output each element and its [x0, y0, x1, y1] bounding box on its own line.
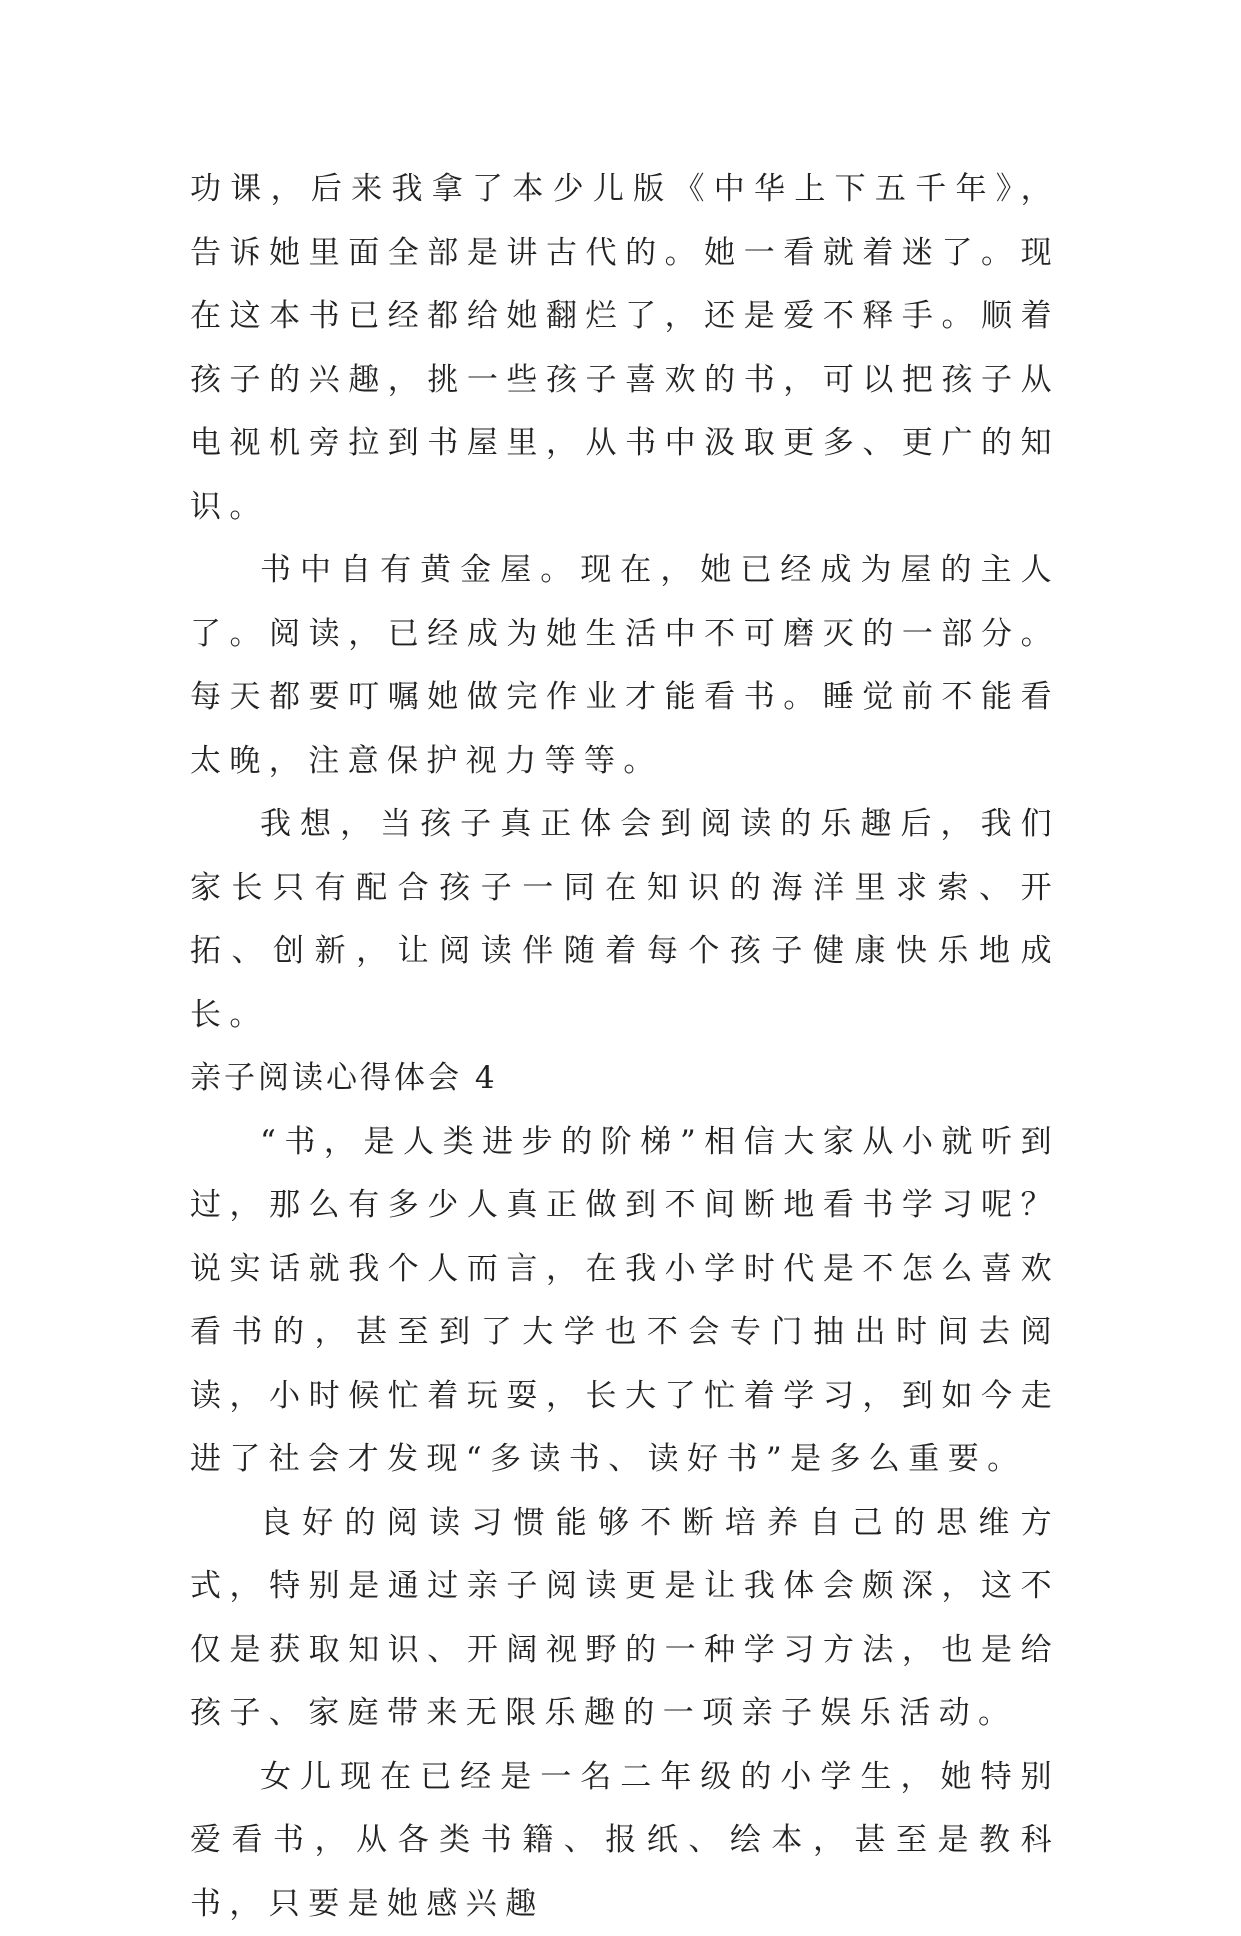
paragraph: 女儿现在已经是一名二年级的小学生，她特别爱看书，从各类书籍、报纸、绘本，甚至是教科书，只要是她感兴趣: [190, 1746, 1060, 1936]
paragraph: 功课，后来我拿了本少儿版《中华上下五千年》，告诉她里面全部是讲古代的。她一看就着迷了。现在这本书已经都给她翻烂了，还是爱不释手。顺着孩子的兴趣，挑一些孩子喜欢的书，可以把孩子从电视机旁拉到书屋里，从书中汲取更多、更广的知识。: [190, 158, 1060, 539]
section-heading: 亲子阅读心得体会 4: [190, 1047, 1060, 1111]
paragraph: 良好的阅读习惯能够不断培养自己的思维方式，特别是通过亲子阅读更是让我体会颇深，这不仅是获取知识、开阔视野的一种学习方法，也是给孩子、家庭带来无限乐趣的一项亲子娱乐活动。: [190, 1492, 1060, 1746]
paragraph: “书，是人类进步的阶梯”相信大家从小就听到过，那么有多少人真正做到不间断地看书学习呢？说实话就我个人而言，在我小学时代是不怎么喜欢看书的，甚至到了大学也不会专门抽出时间去阅读，小时候忙着玩耍，长大了忙着学习，到如今走进了社会才发现“多读书、读好书”是多么重要。: [190, 1111, 1060, 1492]
paragraph: 书中自有黄金屋。现在，她已经成为屋的主人了。阅读，已经成为她生活中不可磨灭的一部分。每天都要叮嘱她做完作业才能看书。睡觉前不能看太晚，注意保护视力等等。: [190, 539, 1060, 793]
paragraph: 我想，当孩子真正体会到阅读的乐趣后，我们家长只有配合孩子一同在知识的海洋里求索、开拓、创新，让阅读伴随着每个孩子健康快乐地成长。: [190, 793, 1060, 1047]
document-body: [190, 158, 1060, 1936]
